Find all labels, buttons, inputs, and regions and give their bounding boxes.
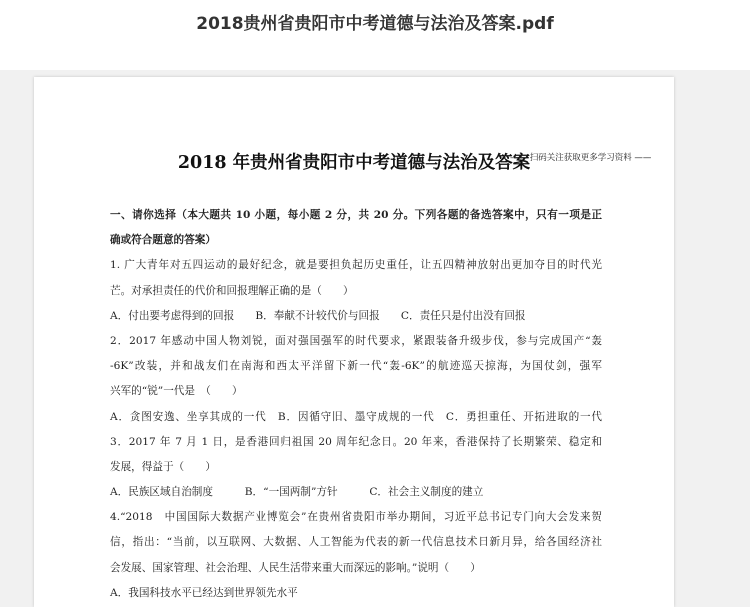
document-page[interactable]	[34, 77, 674, 607]
text-line: 3．2017 年 7 月 1 日，是香港回归祖国 20 周年纪念日。20 年来，香港保持了长期繁荣、稳定和	[110, 435, 602, 448]
text-line: A．我国科技水平已经达到世界领先水平	[110, 586, 298, 599]
text-line: A．贪图安逸、坐享其成的一代 B．因循守旧、墨守成规的一代 C．勇担重任、开拓进取的一代	[110, 410, 602, 423]
file-title: 2018贵州省贵阳市中考道德与法治及答案.pdf	[196, 14, 554, 34]
text-line: 确或符合题意的答案）	[110, 234, 216, 247]
document-title: 2018 年贵州省贵阳市中考道德与法治及答案	[177, 153, 531, 173]
text-line: 信，指出：“当前，以互联网、大数据、人工智能为代表的新一代信息技术日新月异，给各国经济社	[110, 536, 602, 549]
text-line: 兴军的“锐”一代是 （ ）	[110, 385, 243, 398]
text-line: 芒。对承担责任的代价和回报理解正确的是（ ）	[110, 284, 354, 297]
qr-watermark-text: —— 扫码关注获取更多学习资料 ——	[510, 153, 652, 163]
text-line: 会发展、国家管理、社会治理、人民生活带来重大而深远的影响。”说明（ ）	[110, 561, 481, 574]
text-line: 1. 广大青年对五四运动的最好纪念，就是要担负起历史重任，让五四精神放射出更加夺目的时代光	[110, 259, 602, 272]
text-line: A．付出要考虑得到的回报 B．奉献不计较代价与回报 C．责任只是付出没有回报	[110, 309, 526, 322]
document-body	[110, 203, 602, 606]
text-line: 4.“2018 中国国际大数据产业博览会”在贵州省贵阳市举办期间，习近平总书记专门向大会发来贺	[110, 511, 602, 524]
text-line: A．民族区域自治制度 B．“一国两制”方针 C．社会主义制度的建立	[110, 486, 484, 499]
viewer-header	[0, 0, 750, 70]
text-line: -6K”改装，并和战友们在南海和西太平洋留下新一代“轰-6K”的航迹巡天掠海，为国仗剑，强军	[110, 360, 602, 373]
text-line: 发展，得益于（ ）	[110, 460, 216, 473]
text-line: 一、请你选择（本大题共 10 小题，每小题 2 分，共 20 分。下列各题的备选答案中，只有一项是正	[110, 209, 602, 221]
text-line: 2．2017 年感动中国人物刘锐，面对强国强军的时代要求，紧跟装备升级步伐，参与完成国产“轰	[110, 334, 602, 347]
